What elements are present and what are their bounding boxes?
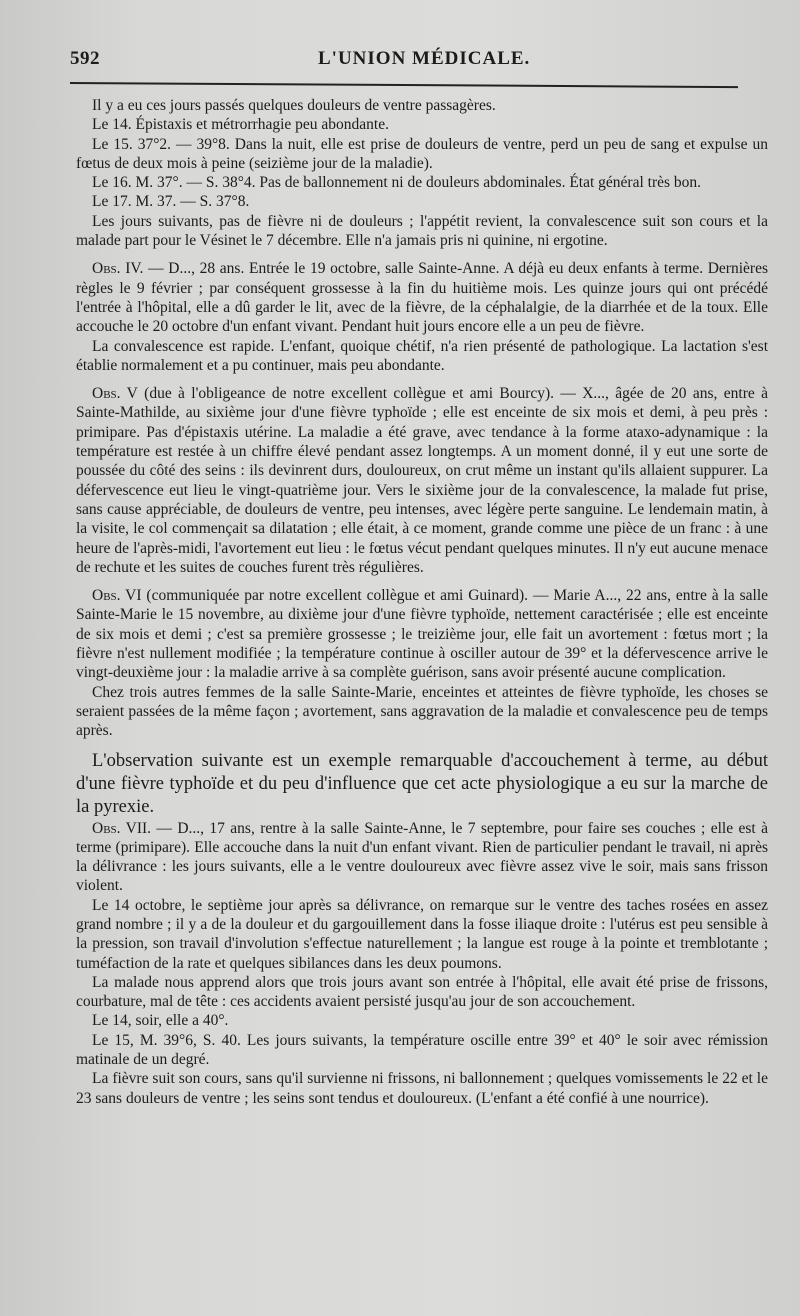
paragraph: La fièvre suit son cours, sans qu'il survienne ni frissons, ni ballonnement ; quelques vomissements le 22 et le 23 sans douleurs de ventre ; les seins sont tendus et douloureux. (L'enfant a été confié à une nourrice). (76, 1070, 768, 1107)
observation-label: Obs. V (92, 385, 138, 403)
observation-label: Obs. VII. (92, 819, 152, 837)
section-gap (76, 250, 768, 259)
observation-text: (communiquée par notre excellent collègue et ami Guinard). — Marie A..., 22 ans, entre à la salle Sainte-Marie le 15 novembre, au dixième jour d'une fièvre typhoïde, nettement caractérisée ; elle est enceinte de six mois et demi ; c'est sa première grossesse ; le treizième jour, elle fait un avortement : fœtus mort ; la fièvre n'est nullement modifiée ; la température continue à osciller autour de 39° et la défervescence arrive le vingt-deuxième jour : la maladie arrive à sa complète guérison, sans avoir présenté aucune complication. (76, 587, 768, 682)
section-gap (76, 375, 768, 384)
page-number: 592 (70, 48, 100, 69)
paragraph: Les jours suivants, pas de fièvre ni de douleurs ; l'appétit revient, la convalescence suit son cours et la malade part pour le Vésinet le 7 décembre. Elle n'a jamais pris ni quinine, ni ergotine. (76, 212, 768, 250)
observation-paragraph (76, 384, 768, 577)
running-title: L'UNION MÉDICALE. (318, 48, 531, 69)
paragraph: Le 17. M. 37. — S. 37°8. (92, 193, 250, 211)
observation-text: (due à l'obligeance de notre excellent collègue et ami Bourcy). — X..., âgée de 20 ans, entre à Sainte-Mathilde, au sixième jour d'une fièvre typhoïde ; elle est enceinte de six mois et demi, à peu près : primipare. Pas d'épistaxis utérine. La maladie a été grave, avec tendance à la forme ataxo-adynamique : la température est restée à un chiffre élevé pendant assez longtemps. A un moment donné, il y eut une sorte de poussée du côté des seins : ils devinrent durs, douloureux, on crut même un instant qu'ils allaient suppurer. La défervescence eut lieu le vingt-quatrième jour. Vers le sixième jour de la convalescence, la malade fut prise, sans cause appréciable, de douleurs de ventre, peu intenses, avec légère perte sanguine. Le lendemain matin, à la visite, le col commençait sa dilatation ; elle était, à ce moment, grande comme une pièce de un franc : à une heure de l'après-midi, l'avortement eut lieu : le fœtus vécut pendant quelques minutes. Il n'y eut aucune menace de rechute et les suites de couches furent très régulières. (76, 385, 768, 576)
page-body (76, 96, 768, 1108)
paragraph: La convalescence est rapide. L'enfant, quoique chétif, n'a rien présenté de pathologique. La lactation s'est établie normalement et a pu continuer, mais peu abondante. (76, 337, 768, 374)
lead-paragraph: L'observation suivante est un exemple remarquable d'accouchement à terme, au début d'une fièvre typhoïde et du peu d'influence que cet acte physiologique a eu sur la marche de la pyrexie. (76, 750, 768, 817)
observation-label: Obs. VI (92, 587, 142, 605)
paragraph: Le 15, M. 39°6, S. 40. Les jours suivants, la température oscille entre 39° et 40° le soir avec rémission matinale de un degré. (76, 1031, 768, 1069)
paragraph: Le 14. Épistaxis et métrorrhagie peu abondante. (92, 116, 389, 134)
observation-text: — D..., 28 ans. Entrée le 19 octobre, salle Sainte-Anne. A déjà eu deux enfants à terme. Dernières règles le 9 février ; par conséquent grossesse à la fin du huitième mois. Les quinze jours qui ont précédé l'entrée à l'hôpital, elle a dû garder le lit, avec de la fièvre, de la céphalalgie, de la diarrhée et de la toux. Elle accouche le 20 octobre d'un enfant vivant. Pendant huit jours encore elle a un peu de fièvre. (76, 260, 768, 336)
page-header (70, 48, 776, 80)
section-gap (76, 577, 768, 586)
paragraph: Chez trois autres femmes de la salle Sainte-Marie, enceintes et atteintes de fièvre typhoïde, les choses se seraient passées de la même façon ; avortement, sans aggravation de la maladie et convalescence peu de temps après. (76, 683, 768, 740)
section-gap (76, 741, 768, 750)
paragraph: La malade nous apprend alors que trois jours avant son entrée à l'hôpital, elle avait été prise de frissons, courbature, mal de tête : ces accidents avaient persisté jusqu'au jour de son accouchement. (76, 973, 768, 1011)
observation-paragraph (76, 586, 768, 682)
paragraph: Il y a eu ces jours passés quelques douleurs de ventre passagères. (92, 97, 496, 114)
paragraph: Le 14 octobre, le septième jour après sa délivrance, on remarque sur le ventre des taches rosées en assez grand nombre ; il y a de la douleur et du gargouillement dans la fosse iliaque droite : l'utérus est peu sensible à la pression, son travail d'involution s'effectue naturellement ; la langue est rouge à la pointe et tremblotante ; tuméfaction de la rate et quelques sibilances dans les deux poumons. (76, 896, 768, 972)
observation-paragraph (76, 819, 768, 896)
observation-label: Obs. IV. (92, 260, 144, 278)
header-rule (70, 82, 738, 88)
observation-text: — D..., 17 ans, rentre à la salle Sainte-Anne, le 7 septembre, pour faire ses couches ; elle est à terme (primipare). Elle accouche dans la nuit d'un enfant vivant. Rien de particulier pendant le travail, ni après la délivrance : les jours suivants, elle a le ventre douloureux avec fièvre assez vive le soir, mais sans frisson violent. (76, 819, 768, 895)
paragraph: Le 15. 37°2. — 39°8. Dans la nuit, elle est prise de douleurs de ventre, perd un peu de sang et expulse un fœtus de deux mois à peine (seizième jour de la maladie). (76, 135, 768, 172)
paragraph: Le 14, soir, elle a 40°. (92, 1012, 229, 1030)
observation-paragraph (76, 259, 768, 336)
paragraph: Le 16. M. 37°. — S. 38°4. Pas de ballonnement ni de douleurs abdominales. État général très bon. (92, 174, 702, 192)
